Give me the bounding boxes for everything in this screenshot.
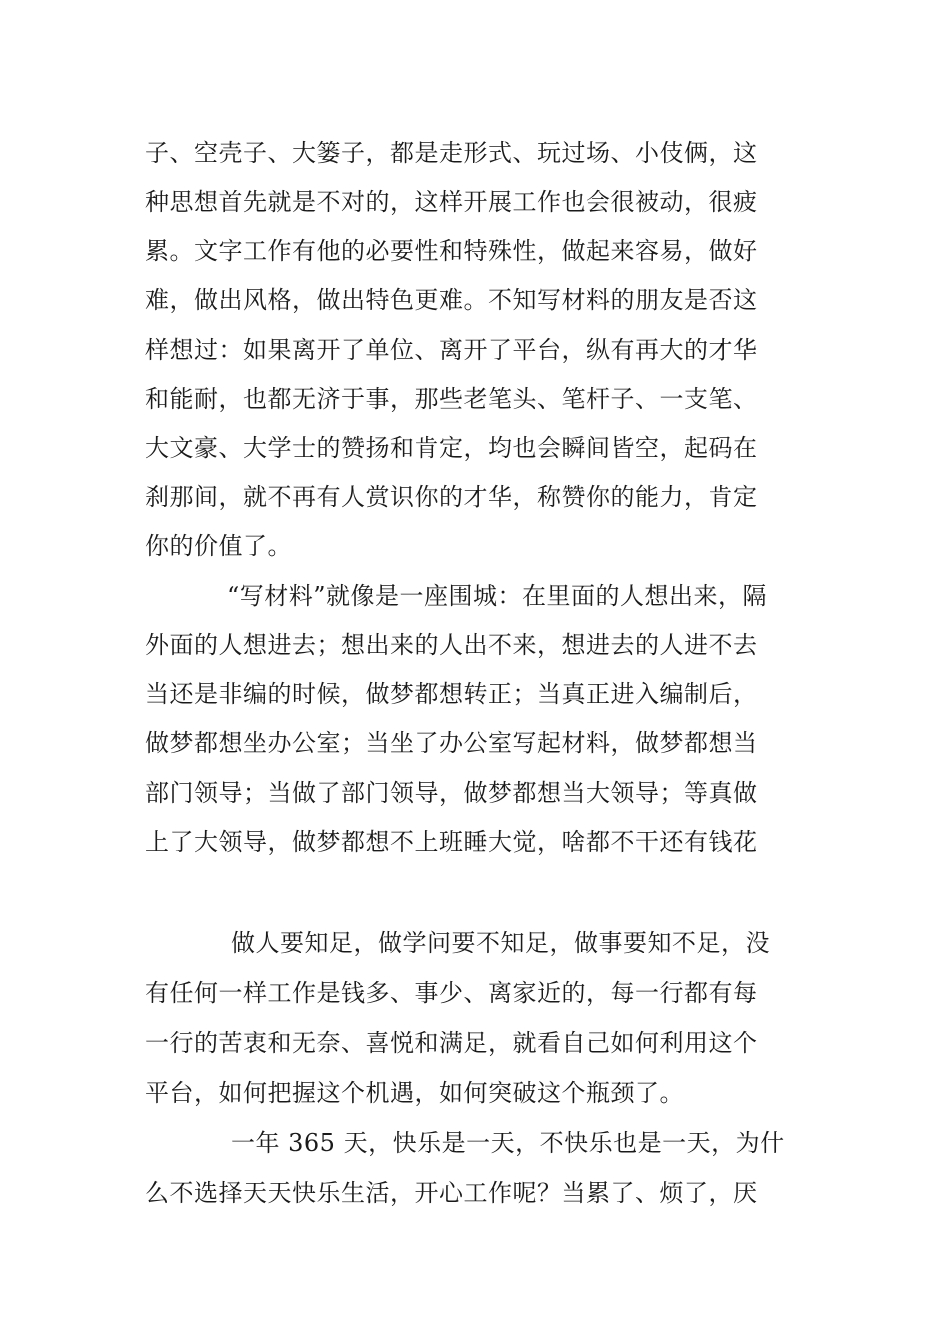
paragraph-1-line-8: 刹那间，就不再有人赏识你的才华，称赞你的能力，肯定: [145, 483, 758, 511]
paragraph-2-line-6: 上了大领导，做梦都想不上班睡大觉，啥都不干还有钱花: [145, 828, 758, 856]
paragraph-2-line-2: 外面的人想进去；想出来的人出不来，想进去的人进不去: [145, 631, 758, 659]
paragraph-3-line-3: 一行的苦衷和无奈、喜悦和满足，就看自己如何利用这个: [145, 1029, 758, 1057]
paragraph-2-line-5: 部门领导；当做了部门领导，做梦都想当大领导；等真做: [145, 779, 758, 807]
paragraph-2-line-1: “写材料”就像是一座围城：在里面的人想出来，隔: [227, 582, 768, 610]
paragraph-1-line-6: 和能耐，也都无济于事，那些老笔头、笔杆子、一支笔、: [145, 385, 758, 413]
paragraph-1-line-5: 样想过：如果离开了单位、离开了平台，纵有再大的才华: [145, 336, 758, 364]
paragraph-1-line-1: 子、空壳子、大篓子，都是走形式、玩过场、小伎俩，这: [145, 139, 758, 167]
paragraph-4-line-1: 一年 365 天，快乐是一天，不快乐也是一天，为什: [231, 1129, 785, 1157]
paragraph-4-line-2: 么不选择天天快乐生活，开心工作呢？当累了、烦了，厌: [145, 1179, 758, 1207]
paragraph-1-line-3: 累。文字工作有他的必要性和特殊性，做起来容易，做好: [145, 237, 758, 265]
paragraph-3-line-4: 平台，如何把握这个机遇，如何突破这个瓶颈了。: [145, 1079, 684, 1107]
paragraph-1-line-4: 难，做出风格，做出特色更难。不知写材料的朋友是否这: [145, 286, 758, 314]
paragraph-1-line-7: 大文豪、大学士的赞扬和肯定，均也会瞬间皆空，起码在: [145, 434, 758, 462]
paragraph-2-line-3: 当还是非编的时候，做梦都想转正；当真正进入编制后，: [145, 680, 758, 708]
paragraph-2-line-4: 做梦都想坐办公室；当坐了办公室写起材料，做梦都想当: [145, 729, 758, 757]
paragraph-3-line-1: 做人要知足，做学问要不知足，做事要知不足，没: [231, 929, 770, 957]
paragraph-1-line-9: 你的价值了。: [145, 532, 292, 560]
paragraph-3-line-2: 有任何一样工作是钱多、事少、离家近的，每一行都有每: [145, 979, 758, 1007]
paragraph-1-line-2: 种思想首先就是不对的，这样开展工作也会很被动，很疲: [145, 188, 758, 216]
